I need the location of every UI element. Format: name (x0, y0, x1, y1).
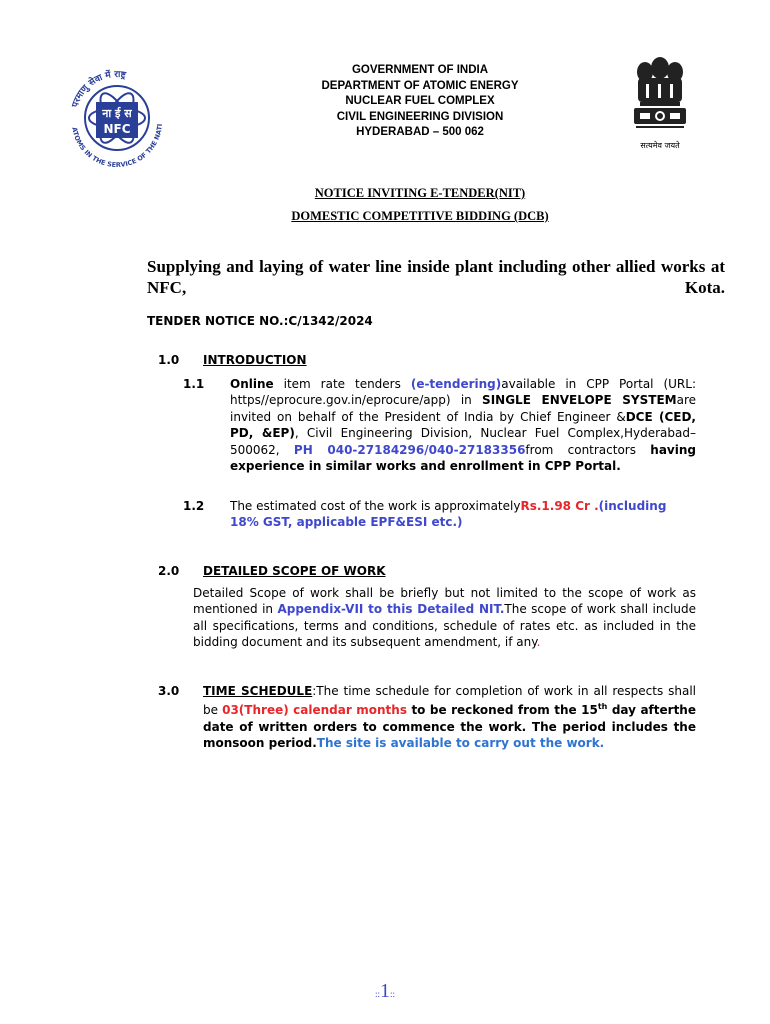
phone-text: PH 040-27184296/040-27183356 (293, 442, 526, 457)
experience-text: having experience in similar works and enrollment in CPP Portal. (230, 442, 696, 474)
text: :The time schedule for completion of work in all respects shall be (203, 684, 696, 718)
single-envelope-text: SINGLE ENVELOPE SYSTEM (482, 393, 677, 408)
section-2-number: 2.0 (158, 564, 180, 578)
text: The scope of work shall include all specifications, terms and conditions, schedule of rates etc. as included in the bidding document and its subsequent amendment, if any (193, 602, 697, 650)
section-3-body (203, 683, 696, 752)
cost-note: (including 18% GST, applicable EPF&ESI etc.) (230, 499, 667, 530)
page-suffix: :: (390, 989, 396, 999)
tender-number: TENDER NOTICE NO.:C/1342/2024 (147, 314, 373, 328)
work-title: Supplying and laying of water line inside plant including other allied works at NFC, Kota. (147, 257, 725, 297)
text: , Civil Engineering Division, Nuclear Fuel Complex,Hyderabad–500062, (230, 426, 696, 457)
page-num: 1 (380, 980, 390, 1002)
online-text: Online (230, 377, 274, 391)
dce-text: DCE (CED, PD, &EP) (230, 409, 696, 441)
logo-arc-bottom: ATOMS IN THE SERVICE OF THE NATI (70, 123, 164, 170)
para-1-1-number: 1.1 (183, 377, 205, 391)
nfc-logo (62, 60, 172, 170)
text: The estimated cost of the work is approximately (230, 499, 521, 513)
header-line-1: GOVERNMENT OF INDIA (351, 64, 489, 76)
page-number (300, 980, 470, 1003)
emblem-motto: सत्यमेव जयते (640, 141, 680, 150)
dcb-heading: DOMESTIC COMPETITIVE BIDDING (DCB) (291, 209, 549, 223)
text: Detailed Scope of work shall be briefly but not limited to the scope of work as mentioned in (193, 586, 696, 617)
page-prefix: :: (374, 989, 380, 999)
header-line-2: DEPARTMENT OF ATOMIC ENERGY (321, 79, 519, 92)
nfc-logo-icon (62, 60, 172, 170)
section-2-body (193, 585, 696, 651)
superscript: th (597, 702, 608, 712)
nit-heading: NOTICE INVITING E-TENDER(NIT) (314, 186, 526, 200)
estimated-cost: Rs.1.98 Cr . (520, 499, 599, 513)
text: day afterthe date of written orders to commence the work. The period includes the monsoon period. (203, 703, 696, 751)
header-line-4: CIVIL ENGINEERING DIVISION (336, 110, 504, 123)
lion-capital-icon (628, 52, 692, 134)
logo-arc-top: परमाणु सेवा में राष्ट्र (70, 69, 127, 109)
logo-hindi: ना ई स (102, 107, 132, 120)
text: item rate tenders (273, 377, 411, 391)
section-2-heading: DETAILED SCOPE OF WORK (203, 564, 386, 578)
section-1-number: 1.0 (158, 353, 180, 367)
logo-abbr: NFC (103, 122, 131, 136)
section-3-heading: TIME SCHEDULE (203, 684, 313, 698)
header-line-5: HYDERABAD – 500 062 (356, 126, 484, 138)
section-3-number: 3.0 (158, 684, 180, 698)
text: available in CPP Portal (URL: https//eprocure.gov.in/eprocure/app) in (230, 377, 696, 408)
site-available-text: The site is available to carry out the work. (316, 736, 605, 751)
section-1-heading: INTRODUCTION (203, 353, 307, 367)
para-1-1 (230, 376, 696, 474)
duration-text: 03(Three) calendar months (222, 703, 407, 718)
e-tendering-text: (e-tendering) (410, 377, 502, 391)
text: to be reckoned from the 15 (406, 703, 598, 718)
appendix-link-text: Appendix-VII to this Detailed NIT. (277, 602, 505, 617)
text: . (536, 635, 541, 650)
para-1-2 (230, 498, 696, 531)
national-emblem (628, 52, 692, 148)
header-line-3: NUCLEAR FUEL COMPLEX (345, 95, 495, 107)
text: from contractors (525, 442, 651, 457)
para-1-2-number: 1.2 (183, 499, 205, 513)
text: are invited on behalf of the President of India by Chief Engineer & (230, 393, 696, 424)
government-header (270, 63, 570, 141)
